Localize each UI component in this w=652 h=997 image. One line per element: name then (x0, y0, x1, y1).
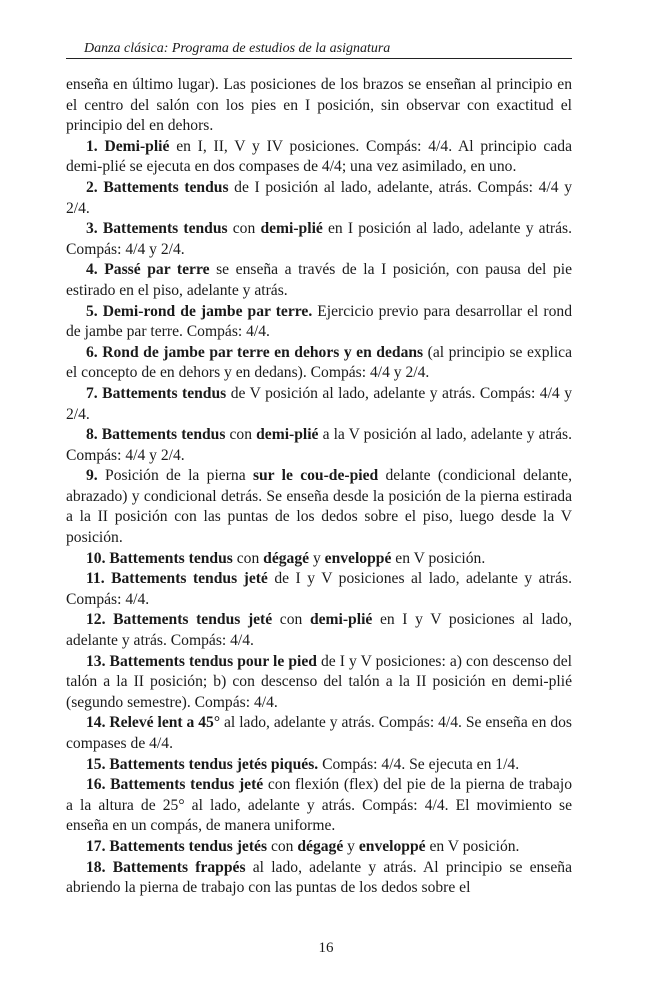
exercise-term: 6. Rond de jambe par terre en dehors y en dedans (86, 343, 424, 361)
exercise-text: Posición de la pierna (97, 467, 253, 485)
exercise-text: en I y V posiciones al lado, adelante y atrás. Compás: 4/4. (66, 611, 572, 650)
exercise-term: 9. (86, 467, 98, 485)
exercise-text: con (272, 611, 310, 629)
exercise-list (66, 137, 572, 899)
exercise-text: con (232, 549, 264, 567)
exercise-text: de I y V posiciones al lado, adelante y atrás. Compás: 4/4. (66, 570, 572, 608)
exercise-text: y (343, 837, 359, 855)
exercise-text: con (225, 426, 257, 444)
exercise-item (66, 858, 572, 899)
exercise-item (66, 137, 572, 178)
exercise-item (66, 178, 572, 219)
exercise-item (66, 610, 572, 651)
exercise-term: 18. Battements frappés (86, 858, 246, 876)
exercise-text: de I y V posiciones: a) con descenso del talón a la II posición; b) con descenso del talón a la II posición en demi-plié (segundo semestre). Compás: 4/4. (66, 652, 572, 711)
exercise-item (66, 775, 572, 837)
exercise-term: 4. Passé par terre (86, 261, 210, 279)
exercise-text: a la V posición al lado, adelante y atrás. Compás: 4/4 y 2/4. (66, 426, 573, 464)
exercise-term: 17. Battements tendus jetés (86, 837, 268, 855)
exercise-term: 12. Battements tendus jeté (86, 611, 273, 629)
exercise-term: 13. Battements tendus pour le pied (86, 652, 317, 670)
exercise-item (66, 652, 572, 714)
page-number: 16 (318, 940, 334, 956)
exercise-item (66, 302, 572, 343)
exercise-text: Compás: 4/4. Se ejecuta en 1/4. (318, 755, 520, 773)
exercise-item (66, 343, 572, 384)
exercise-term: 8. Battements tendus (86, 426, 226, 444)
exercise-term: enveloppé (358, 837, 426, 855)
exercise-item (66, 569, 572, 610)
running-title: Danza clásica: Programa de estudios de la asignatura (84, 41, 391, 56)
running-head (66, 40, 572, 59)
exercise-item (66, 549, 572, 570)
exercise-term: dégagé (297, 837, 344, 855)
exercise-text: con (227, 220, 261, 238)
exercise-text: delante (condicional delante, abrazado) y condicional detrás. Se enseña desde la posición de la pierna estirada a la II posición con las puntas de los dedos sobre el piso, luego desde la V posición. (66, 467, 572, 547)
exercise-item (66, 466, 572, 548)
exercise-term: demi-plié (260, 220, 323, 238)
exercise-term: 14. Relevé lent a 45° (86, 714, 221, 732)
exercise-term: 7. Battements tendus (86, 384, 227, 402)
body-text (66, 75, 572, 899)
exercise-item (66, 219, 572, 260)
exercise-term: 3. Battements tendus (86, 220, 228, 238)
exercise-text: en V posición. (425, 837, 520, 855)
exercise-term: 10. Battements tendus (86, 549, 233, 567)
exercise-item (66, 425, 572, 466)
exercise-text: y (309, 549, 325, 567)
exercise-term: enveloppé (324, 549, 392, 567)
exercise-text: se enseña a través de la I posición, con pausa del pie estirado en el piso, adelante y atrás. (66, 261, 572, 299)
exercise-item (66, 713, 572, 754)
exercise-term: sur le cou-de-pied (252, 467, 379, 485)
exercise-term: demi-plié (256, 426, 319, 444)
exercise-term: dégagé (263, 549, 310, 567)
exercise-item (66, 260, 572, 301)
exercise-text: Ejercicio previo para desarrollar el rond de jambe par terre. Compás: 4/4. (66, 302, 572, 341)
exercise-text: en I posición al lado, adelante y atrás. Compás: 4/4 y 2/4. (66, 220, 573, 258)
exercise-term: 15. Battements tendus jetés piqués. (86, 755, 319, 773)
exercise-text: (al principio se explica el concepto de en dehors y en dedans). Compás: 4/4 y 2/4. (66, 343, 573, 382)
exercise-text: en I, II, V y IV posiciones. Compás: 4/4. Al principio cada demi-plié se ejecuta en dos compases de 4/4; una vez asimilado, en uno. (66, 137, 572, 176)
intro-paragraph: enseña en último lugar). Las posiciones de los brazos se enseñan al principio en el centro del salón con los pies en I posición, sin observar con exactitud el principio del en dehors. (66, 76, 572, 135)
exercise-term: 1. Demi-plié (86, 137, 170, 155)
exercise-text: de V posición al lado, adelante y atrás. Compás: 4/4 y 2/4. (66, 384, 573, 423)
exercise-term: demi-plié (309, 611, 373, 629)
exercise-text: con flexión (flex) del pie de la pierna de trabajo a la altura de 25° al lado, adelante y atrás. Compás: 4/4. El movimiento se enseña en un compás, de manera uniforme. (66, 776, 572, 835)
exercise-text: al lado, adelante y atrás. Al principio se enseña abriendo la pierna de trabajo con las puntas de los dedos sobre el (66, 858, 573, 897)
exercise-text: de I posición al lado, adelante, atrás. Compás: 4/4 y 2/4. (66, 178, 572, 217)
exercise-item (66, 384, 572, 425)
exercise-item (66, 755, 572, 776)
exercise-text: en V posición. (391, 549, 486, 567)
exercise-term: 11. Battements tendus jeté (86, 570, 268, 588)
exercise-item (66, 837, 572, 858)
exercise-term: 5. Demi-rond de jambe par terre. (86, 302, 313, 320)
exercise-text: al lado, adelante y atrás. Compás: 4/4. Se enseña en dos compases de 4/4. (66, 714, 572, 752)
exercise-term: 2. Battements tendus (86, 178, 229, 196)
exercise-term: 16. Battements tendus jeté (86, 776, 264, 794)
exercise-text: con (267, 837, 298, 855)
